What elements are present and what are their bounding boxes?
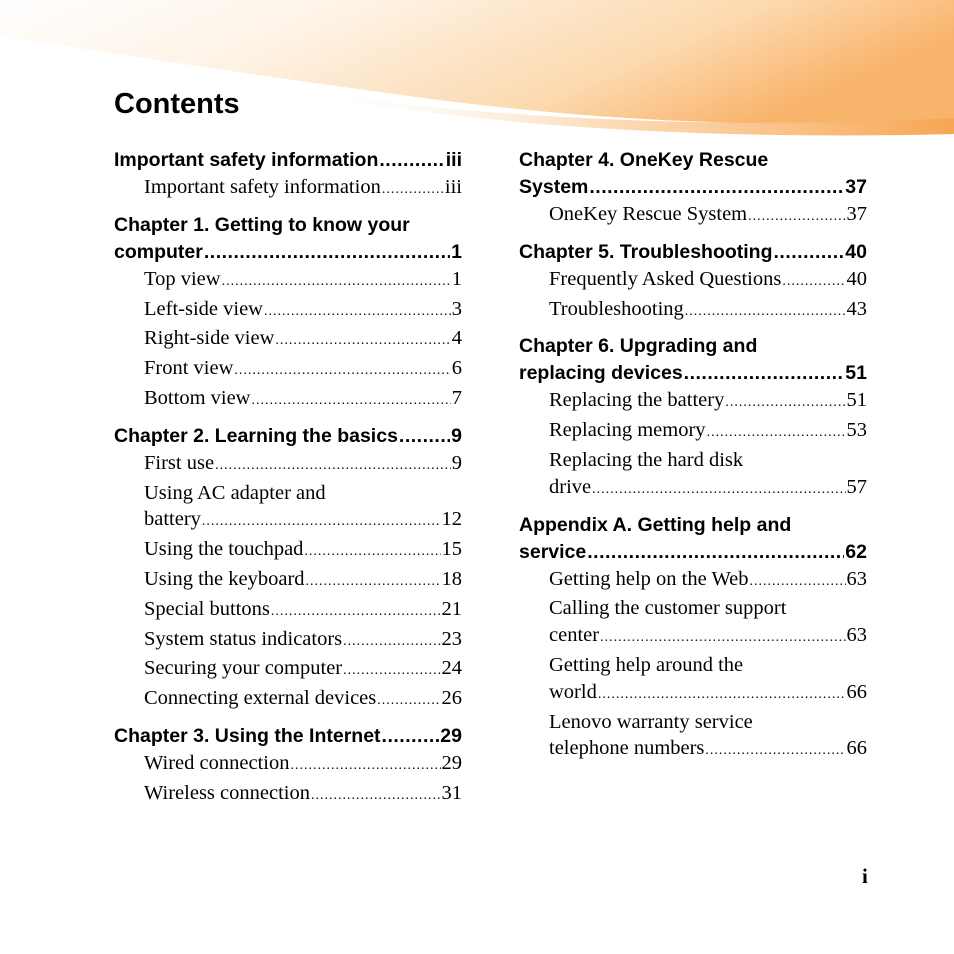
dot-leader — [251, 388, 450, 415]
dot-leader — [399, 423, 450, 450]
entry-text: Using the keyboard — [144, 567, 305, 590]
entry-page-number: 1 — [451, 267, 462, 290]
dot-leader — [592, 477, 845, 504]
dot-leader — [204, 239, 450, 266]
toc-chapter — [114, 212, 462, 415]
toc-entry[interactable] — [519, 652, 867, 709]
dot-leader — [587, 539, 844, 566]
entry-line[interactable] — [144, 596, 462, 626]
entry-line[interactable] — [549, 566, 867, 596]
chapter-heading[interactable] — [519, 239, 867, 266]
entry-line[interactable] — [144, 450, 462, 480]
heading-page-number: 62 — [845, 540, 867, 563]
entry-page-number: 15 — [441, 538, 462, 561]
entry-line[interactable] — [549, 266, 867, 296]
toc-entry[interactable] — [519, 387, 867, 417]
heading-page-number: iii — [445, 149, 462, 171]
chapter-heading[interactable] — [114, 147, 462, 174]
dot-leader — [382, 723, 440, 750]
heading-page-number: 51 — [845, 362, 867, 385]
toc-chapter — [114, 147, 462, 204]
dot-leader — [589, 174, 844, 201]
entry-page-number: 26 — [441, 687, 462, 710]
toc-entry[interactable] — [519, 566, 867, 596]
entry-text: Replacing the hard disk — [549, 448, 744, 471]
entry-line[interactable] — [144, 626, 462, 656]
chapter-heading[interactable] — [114, 212, 462, 266]
toc-entry[interactable] — [519, 709, 867, 766]
entry-page-number: 37 — [846, 203, 867, 225]
heading-line[interactable] — [519, 239, 867, 266]
entry-line[interactable] — [549, 735, 867, 765]
entry-line[interactable] — [549, 417, 867, 447]
entry-page-number: 63 — [846, 624, 867, 647]
entry-text: battery — [144, 508, 201, 531]
heading-text: Chapter 2. Learning the basics — [114, 424, 398, 447]
entry-text: Lenovo warranty service — [549, 710, 753, 733]
toc-entry[interactable] — [114, 780, 462, 810]
dot-leader — [377, 688, 440, 715]
dot-leader — [202, 509, 441, 536]
entry-text: Replacing the battery — [549, 389, 725, 412]
dot-leader — [290, 753, 440, 780]
heading-line[interactable] — [114, 723, 462, 750]
entry-text: Connecting external devices — [144, 687, 377, 710]
toc-chapter — [519, 512, 867, 766]
entry-text: Replacing memory — [549, 419, 706, 442]
entry-line[interactable] — [549, 622, 867, 652]
entry-text: Wired connection — [144, 751, 290, 774]
entry-line[interactable] — [144, 266, 462, 296]
entry-line[interactable] — [144, 780, 462, 810]
dot-leader — [725, 390, 845, 417]
dot-leader — [782, 269, 845, 296]
toc-entry[interactable] — [114, 750, 462, 780]
heading-text: System — [519, 176, 589, 198]
entry-page-number: 57 — [846, 475, 867, 498]
toc-entry[interactable] — [114, 385, 462, 415]
entry-page-number: 31 — [441, 781, 462, 804]
dot-leader — [343, 658, 440, 685]
dot-leader — [684, 360, 845, 387]
toc-entry[interactable] — [114, 450, 462, 480]
toc-entry[interactable] — [519, 201, 867, 231]
toc-entry[interactable] — [114, 325, 462, 355]
toc-chapter — [114, 723, 462, 810]
toc-entry[interactable] — [114, 296, 462, 326]
entry-line[interactable] — [144, 174, 462, 204]
toc-entry[interactable] — [114, 355, 462, 385]
dot-leader — [304, 539, 440, 566]
heading-text: Chapter 3. Using the Internet — [114, 724, 381, 747]
page-number: i — [862, 864, 868, 888]
entry-line[interactable] — [144, 296, 462, 326]
entry-text: Using the touchpad — [144, 538, 304, 561]
entry-text: Calling the customer support — [549, 597, 787, 620]
entry-page-number: 53 — [846, 419, 867, 442]
toc-entry[interactable] — [114, 626, 462, 656]
toc-entry[interactable] — [114, 480, 462, 537]
entry-page-number: 29 — [441, 751, 462, 774]
entry-page-number: 12 — [441, 508, 462, 531]
heading-line[interactable] — [114, 147, 462, 174]
toc-entry[interactable] — [114, 566, 462, 596]
chapter-heading[interactable] — [114, 423, 462, 450]
entry-page-number: 66 — [846, 737, 867, 760]
toc-chapter — [519, 239, 867, 326]
entry-line[interactable] — [144, 536, 462, 566]
heading-text: Chapter 5. Troubleshooting — [519, 240, 773, 263]
entry-line[interactable] — [549, 474, 867, 504]
entry-line[interactable] — [549, 201, 867, 231]
entry-text: world — [549, 680, 597, 703]
entry-text: Securing your computer — [144, 657, 343, 680]
heading-line[interactable] — [114, 212, 462, 239]
toc-entry[interactable] — [519, 595, 867, 652]
dot-leader — [311, 783, 441, 810]
page-title: Contents — [114, 88, 240, 120]
heading-line[interactable] — [519, 539, 867, 566]
dot-leader — [234, 358, 450, 385]
entry-line[interactable] — [144, 750, 462, 780]
entry-text: Left-side view — [144, 297, 263, 320]
heading-page-number: 9 — [451, 424, 462, 447]
entry-page-number: 63 — [846, 567, 867, 590]
entry-page-number: 24 — [441, 657, 462, 680]
entry-text: telephone numbers — [549, 737, 705, 760]
toc-entry[interactable] — [114, 266, 462, 296]
dot-leader — [774, 239, 845, 266]
chapter-heading[interactable] — [519, 333, 867, 387]
entry-page-number: 4 — [451, 327, 462, 350]
heading-text: Chapter 4. OneKey Rescue — [519, 149, 769, 171]
entry-page-number: 43 — [846, 297, 867, 320]
toc-entry[interactable] — [114, 174, 462, 204]
entry-page-number: 7 — [451, 386, 462, 409]
entry-page-number: 23 — [441, 627, 462, 650]
entry-text: Using AC adapter and — [144, 481, 326, 504]
entry-line[interactable] — [144, 480, 462, 507]
entry-page-number: 40 — [846, 267, 867, 290]
entry-line[interactable] — [144, 685, 462, 715]
entry-text: Getting help on the Web — [549, 567, 749, 590]
entry-line[interactable] — [144, 385, 462, 415]
entry-line[interactable] — [144, 325, 462, 355]
entry-page-number: 6 — [451, 357, 462, 380]
toc-entry[interactable] — [114, 685, 462, 715]
toc-entry[interactable] — [114, 655, 462, 685]
dot-leader — [379, 147, 444, 174]
heading-line[interactable] — [519, 174, 867, 201]
dot-leader — [222, 269, 451, 296]
entry-text: Bottom view — [144, 386, 251, 409]
entry-page-number: 21 — [441, 597, 462, 620]
toc-entry[interactable] — [114, 596, 462, 626]
entry-line[interactable] — [144, 655, 462, 685]
toc-chapter — [519, 147, 867, 231]
entry-text: Front view — [144, 357, 234, 380]
entry-page-number: iii — [444, 176, 462, 198]
entry-line[interactable] — [144, 355, 462, 385]
toc-left-column — [114, 147, 462, 818]
toc-entry[interactable] — [114, 536, 462, 566]
heading-page-number: 37 — [845, 176, 867, 198]
heading-page-number: 1 — [451, 240, 462, 263]
heading-text: Chapter 1. Getting to know your — [114, 213, 410, 236]
entry-page-number: 9 — [451, 451, 462, 474]
entry-text: Frequently Asked Questions — [549, 267, 782, 290]
toc-chapter — [114, 423, 462, 715]
entry-text: OneKey Rescue System — [549, 203, 748, 225]
heading-line[interactable] — [114, 423, 462, 450]
entry-line[interactable] — [549, 296, 867, 326]
entry-page-number: 66 — [846, 680, 867, 703]
entry-text: Important safety information — [144, 176, 381, 198]
heading-line[interactable] — [519, 512, 867, 539]
dot-leader — [264, 299, 451, 326]
heading-text: service — [519, 540, 587, 563]
entry-text: Right-side view — [144, 327, 275, 350]
heading-text: Important safety information — [114, 149, 379, 171]
heading-text: computer — [114, 240, 203, 263]
entry-line[interactable] — [144, 566, 462, 596]
toc-entry[interactable] — [519, 447, 867, 504]
entry-line[interactable] — [549, 595, 867, 622]
entry-line[interactable] — [549, 447, 867, 474]
heading-text: Chapter 6. Upgrading and — [519, 335, 758, 358]
toc-right-column — [519, 147, 867, 773]
toc-entry[interactable] — [519, 296, 867, 326]
entry-page-number: 3 — [451, 297, 462, 320]
entry-line[interactable] — [549, 709, 867, 736]
dot-leader — [600, 625, 845, 652]
entry-line[interactable] — [144, 506, 462, 536]
dot-leader — [685, 299, 846, 326]
entry-text: Getting help around the — [549, 653, 744, 676]
entry-text: Troubleshooting — [549, 297, 684, 320]
dot-leader — [748, 204, 845, 231]
dot-leader — [598, 682, 846, 709]
dot-leader — [271, 599, 441, 626]
toc-entry[interactable] — [519, 266, 867, 296]
dot-leader — [382, 177, 444, 204]
dot-leader — [750, 569, 846, 596]
heading-page-number: 40 — [845, 240, 867, 263]
heading-line[interactable] — [519, 360, 867, 387]
entry-text: drive — [549, 475, 592, 498]
heading-line[interactable] — [114, 239, 462, 266]
entry-page-number: 18 — [441, 567, 462, 590]
entry-line[interactable] — [549, 652, 867, 679]
entry-line[interactable] — [549, 679, 867, 709]
dot-leader — [705, 738, 845, 765]
toc-entry[interactable] — [519, 417, 867, 447]
entry-text: Wireless connection — [144, 781, 310, 804]
entry-text: Special buttons — [144, 597, 270, 620]
heading-page-number: 29 — [440, 724, 462, 747]
chapter-heading[interactable] — [114, 723, 462, 750]
entry-page-number: 51 — [846, 389, 867, 412]
entry-text: First use — [144, 451, 215, 474]
heading-text: replacing devices — [519, 362, 683, 385]
entry-text: Top view — [144, 267, 221, 290]
entry-text: System status indicators — [144, 627, 343, 650]
chapter-heading[interactable] — [519, 512, 867, 566]
heading-text: Appendix A. Getting help and — [519, 513, 792, 536]
chapter-heading[interactable] — [519, 147, 867, 201]
heading-line[interactable] — [519, 333, 867, 360]
entry-text: center — [549, 624, 600, 647]
dot-leader — [215, 453, 451, 480]
heading-line[interactable] — [519, 147, 867, 174]
dot-leader — [275, 328, 450, 355]
dot-leader — [343, 629, 440, 656]
dot-leader — [306, 569, 441, 596]
toc-chapter — [519, 333, 867, 503]
entry-line[interactable] — [549, 387, 867, 417]
dot-leader — [707, 420, 846, 447]
